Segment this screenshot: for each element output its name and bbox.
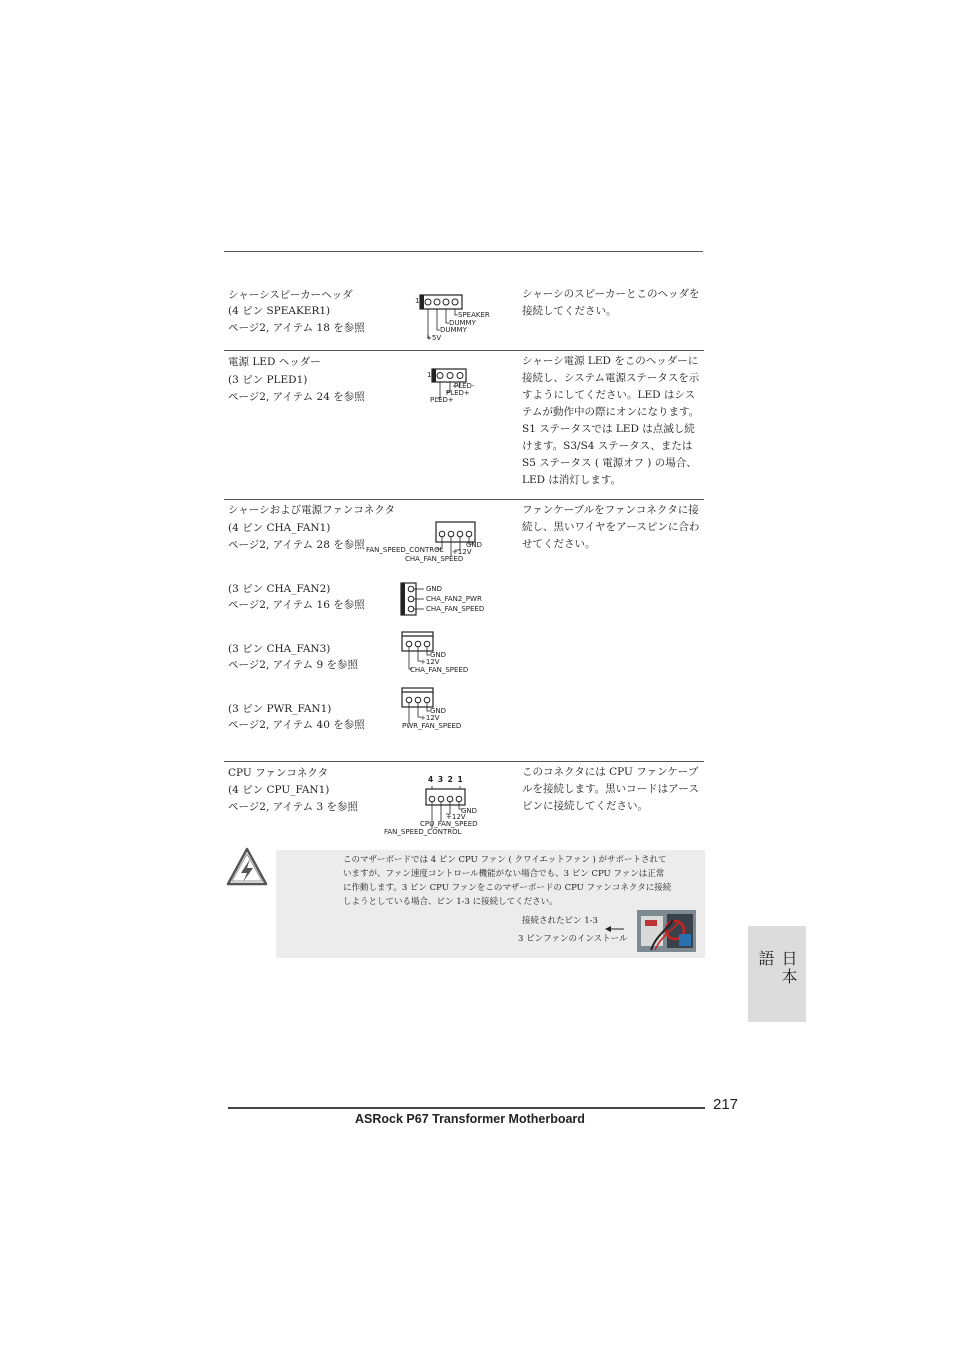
plus12v-label: +12V	[446, 813, 466, 821]
speaker-label: SPEAKER	[458, 311, 490, 319]
page-number: 217	[713, 1096, 739, 1113]
footer-title: ASRock P67 Transformer Motherboard	[355, 1112, 585, 1126]
gnd-label: GND	[461, 807, 478, 815]
pin1-marker: 1	[415, 297, 420, 305]
cha-fan1-diagram	[364, 520, 494, 566]
fan-install-photo	[637, 910, 696, 952]
cha-fan-speed-label: CHA_FAN_SPEED	[426, 605, 485, 613]
plus12v-label: +12V	[420, 714, 440, 722]
cha-fan2-ref: ページ2, アイテム 16 を参照	[228, 599, 365, 611]
arrow-left-icon	[605, 918, 625, 926]
cha-fan-speed-label: CHA_FAN_SPEED	[405, 555, 464, 563]
pin-numbers: 4 3 2 1	[428, 775, 464, 784]
cha-fan2-pwr-label: CHA_FAN2_PWR	[426, 595, 482, 603]
gnd-label: GND	[426, 585, 443, 593]
header-rule	[224, 251, 703, 252]
dummy-label: DUMMY	[449, 319, 476, 327]
gnd-label: GND	[430, 651, 447, 659]
cha-fan1-pins: (4 ピン CHA_FAN1)	[228, 522, 331, 534]
note-line: に作動します。3 ピン CPU ファンをこのマザーボードの CPU ファンコネクタに接続	[343, 883, 672, 893]
pled-minus-label: PLED-	[454, 382, 475, 390]
footer-rule	[228, 1107, 705, 1109]
fan-speed-control-label: FAN_SPEED_CONTROL	[366, 546, 444, 554]
note-line: いますが、ファン速度コントロール機能がない場合でも、3 ピン CPU ファンは正常	[343, 869, 665, 879]
speaker-ref: ページ2, アイテム 18 を参照	[228, 322, 365, 334]
note-caption-pins: 接続されたピン 1-3	[522, 916, 598, 926]
pled-title: 電源 LED ヘッダー	[228, 356, 321, 368]
pled-plus-label: PLED+	[446, 389, 470, 397]
fan-title: シャーシおよび電源ファンコネクタ	[228, 504, 396, 516]
cha-fan3-ref: ページ2, アイテム 9 を参照	[228, 659, 359, 671]
pled-plus-label: PLED+	[430, 396, 454, 404]
cha-fan3-pins: (3 ピン CHA_FAN3)	[228, 643, 331, 655]
cha-fan2-diagram	[399, 582, 499, 616]
fan-speed-control-label: FAN_SPEED_CONTROL	[384, 828, 462, 836]
cha-fan1-ref: ページ2, アイテム 28 を参照	[228, 539, 365, 551]
caution-note	[276, 850, 705, 958]
speaker-title: シャーシスピーカーヘッダ	[228, 289, 353, 301]
section-rule	[224, 761, 704, 762]
note-caption-install: 3 ピンファンのインストール	[518, 934, 628, 944]
cha-fan3-diagram	[400, 630, 480, 678]
pled-ref: ページ2, アイテム 24 を参照	[228, 391, 365, 403]
pwr-fan-speed-label: PWR_FAN_SPEED	[402, 722, 462, 730]
warning-icon	[225, 846, 269, 888]
pwr-fan1-diagram	[400, 686, 480, 734]
cpu-fan-desc: このコネクタには CPU ファンケーブルを接続します。黒いコードはアースピンに接続してください。	[522, 766, 699, 812]
pled-header-diagram	[424, 366, 484, 406]
cpu-fan-ref: ページ2, アイテム 3 を参照	[228, 801, 359, 813]
cpu-fan-speed-label: CPU_FAN_SPEED	[420, 820, 478, 828]
cha-fan-speed-label: CHA_FAN_SPEED	[410, 666, 469, 674]
pled-desc: シャーシ電源 LED をこのヘッダーに接続し、システム電源ステータスを示すようにしてください。LED はシステムが動作中の際にオンになります。S1 ステータスでは LED は点滅し続けます。S3/S4 ステータス、または S5 ステータス ( 電源オフ ) の場合、LED は消灯します。	[522, 355, 700, 486]
section-rule	[224, 350, 704, 351]
dummy-label: DUMMY	[440, 326, 467, 334]
speaker-header-diagram	[412, 293, 502, 345]
language-tab-label: 日本語	[756, 950, 798, 986]
plus12v-label: +12V	[452, 548, 472, 556]
cpu-fan-diagram	[382, 774, 497, 838]
pwr-fan1-ref: ページ2, アイテム 40 を参照	[228, 719, 365, 731]
pled-pins: (3 ピン PLED1)	[228, 374, 308, 386]
language-tab	[748, 926, 806, 1022]
plus12v-label: +12V	[420, 658, 440, 666]
speaker-desc: シャーシのスピーカーとこのヘッダを接続してください。	[522, 288, 700, 317]
gnd-label: GND	[466, 541, 483, 549]
section-rule	[224, 499, 704, 500]
fan-desc: ファンケーブルをファンコネクタに接続し、黒いワイヤをアースピンに合わせてください。	[522, 504, 700, 550]
speaker-pins: (4 ピン SPEAKER1)	[228, 305, 331, 317]
note-line: このマザーボードでは 4 ピン CPU ファン ( クワイエットファン ) がサポートされて	[343, 855, 667, 865]
plus5v-label: +5V	[426, 334, 442, 342]
pin1-marker: 1	[427, 371, 432, 379]
note-line: しようとしている場合、ピン 1-3 に接続してください。	[343, 897, 558, 907]
cpu-fan-title: CPU ファンコネクタ	[228, 767, 329, 779]
cpu-fan-pins: (4 ピン CPU_FAN1)	[228, 784, 330, 796]
cha-fan2-pins: (3 ピン CHA_FAN2)	[228, 583, 331, 595]
pwr-fan1-pins: (3 ピン PWR_FAN1)	[228, 703, 332, 715]
gnd-label: GND	[430, 707, 447, 715]
